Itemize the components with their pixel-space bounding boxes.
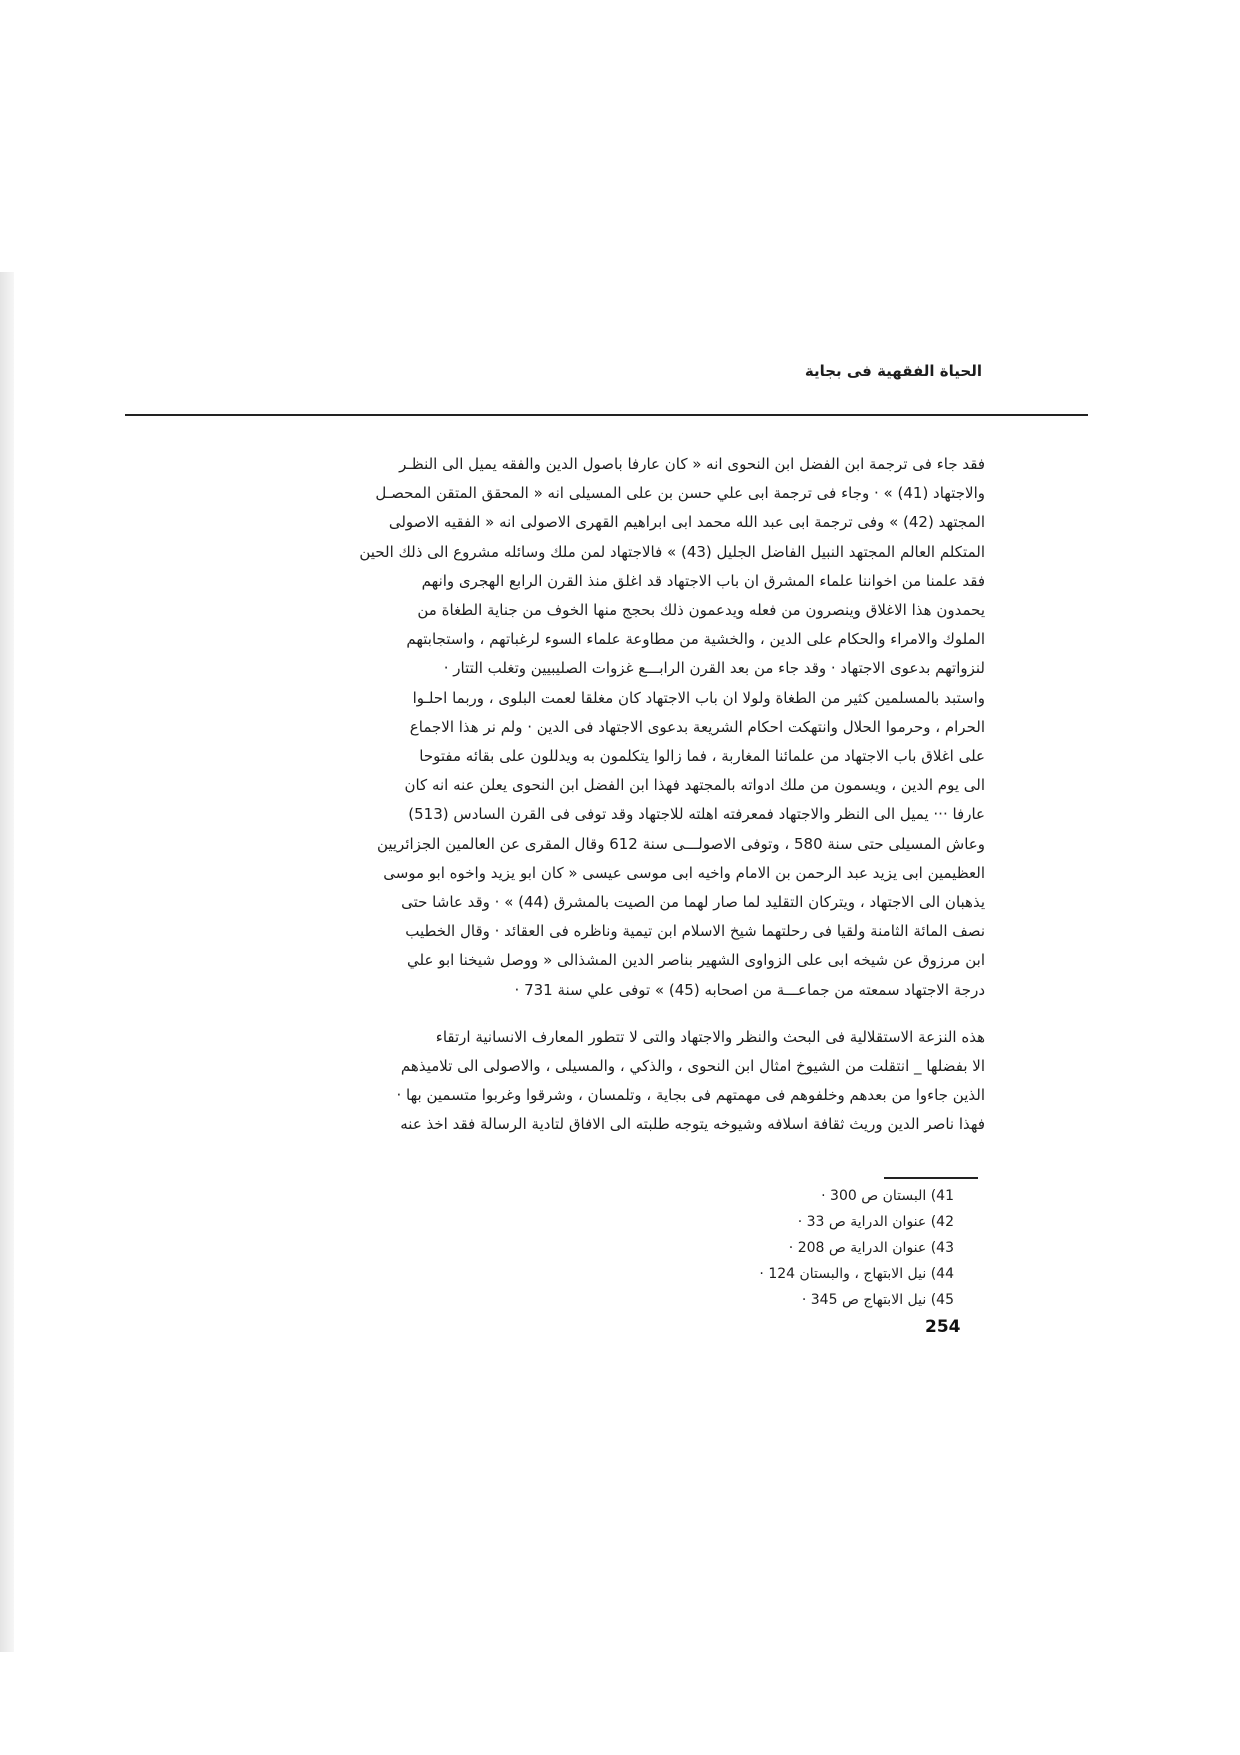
text-line: الا بفضلها _ انتقلت من الشيوخ امثال ابن النحوى ، والذكي ، والمسيلى ، والاصولى الى تلاميذهم <box>400 1057 985 1076</box>
text-line: فقد علمنا من اخواننا علماء المشرق ان باب الاجتهاد قد اغلق منذ القرن الرابع الهجرى وانهم <box>421 571 985 590</box>
paragraph-1 <box>222 450 985 1005</box>
text-line: يحمدون هذا الاغلاق وينصرون من فعله ويدعمون ذلك بحجج منها الخوف من جناية الطغاة من <box>417 601 985 620</box>
text-line: هذه النزعة الاستقلالية فى البحث والنظر والاجتهاد والتى لا تتطور المعارف الانسانية ارتقاء <box>435 1027 985 1046</box>
text-line: الملوك والامراء والحكام على الدين ، والخشية من مطاوعة علماء السوء لرغباتهم ، واستجابتهم <box>406 630 985 649</box>
text-line: المجتهد (42) » وفى ترجمة ابى عبد الله محمد ابى ابراهيم القهرى الاصولى انه « الفقيه الاصولى <box>388 513 985 532</box>
text-line: عارفا ··· يميل الى النظر والاجتهاد فمعرفته اهلته للاجتهاد وقد توفى فى القرن السادس (513) <box>408 805 985 824</box>
footnote-43: 43) عنوان الدراية ص 208 · <box>788 1240 954 1256</box>
text-line: لنزواتهم بدعوى الاجتهاد · وقد جاء من بعد القرن الرابـــع غزوات الصليبيين وتغلب التتار · <box>443 659 985 678</box>
footnotes <box>694 1183 954 1313</box>
header-rule <box>125 414 1088 416</box>
text-line: يذهبان الى الاجتهاد ، ويتركان التقليد لما صار لهما من الصيت بالمشرق (44) » · وقد عاشا حتى <box>401 893 985 912</box>
body-text <box>222 450 985 1140</box>
text-line: الذين جاءوا من بعدهم وخلفوهم فى مهمتهم فى بجاية ، وتلمسان ، وشرقوا وغربوا متسمين بها · <box>396 1086 985 1105</box>
text-line: فقد جاء فى ترجمة ابن الفضل ابن النحوى انه « كان عارفا باصول الدين والفقه يميل الى النظـر <box>399 455 985 473</box>
text-line: درجة الاجتهاد سمعته من جماعـــة من اصحابه (45) » توفى علي سنة 731 · <box>514 980 985 999</box>
footnote-rule <box>884 1177 978 1179</box>
text-line: الى يوم الدين ، ويسمون من ملك ادواته بالمجتهد فهذا ابن الفضل ابن النحوى يعلن عنه انه كان <box>404 776 985 795</box>
footnote-41: 41) البستان ص 300 · <box>821 1188 954 1204</box>
text-line: ابن مرزوق عن شيخه ابى على الزواوى الشهير بناصر الدين المشذالى « ووصل شيخنا ابو علي <box>407 951 985 970</box>
text-line: على اغلاق باب الاجتهاد من علمائنا المغاربة ، فما زالوا يتكلمون به ويدللون على بقائه مفتوحا <box>419 747 985 766</box>
text-line: فهذا ناصر الدين وريث ثقافة اسلافه وشيوخه يتوجه طلبته الى الافاق لتادية الرسالة فقد اخذ عنه <box>400 1115 985 1134</box>
footnote-44: 44) نيل الابتهاج ، والبستان 124 · <box>759 1266 954 1282</box>
text-line: واستبد بالمسلمين كثير من الطغاة ولولا ان باب الاجتهاد كان مغلقا لعمت البلوى ، وربما احلـوا <box>412 688 985 707</box>
text-line: الحرام ، وحرموا الحلال وانتهكت احكام الشريعة بدعوى الاجتهاد فى الدين · ولم نر هذا الاجماع <box>409 717 985 736</box>
footnote-42: 42) عنوان الدراية ص 33 · <box>797 1214 954 1230</box>
footnote-45: 45) نيل الابتهاج ص 345 · <box>801 1292 954 1308</box>
text-line: العظيمين ابى يزيد عبد الرحمن بن الامام واخيه ابى موسى عيسى « كان ابو يزيد واخوه ابو موسى <box>383 863 985 882</box>
page-number: 254 <box>925 1317 961 1337</box>
paragraph-2 <box>222 1023 985 1140</box>
text-line: وعاش المسيلى حتى سنة 580 ، وتوفى الاصولـــى سنة 612 وقال المقرى عن العالمين الجزائريين <box>376 834 985 853</box>
text-line: المتكلم العالم المجتهد النبيل الفاضل الجليل (43) » فالاجتهاد لمن ملك وسائله مشروع الى ذلك الحين <box>359 542 985 561</box>
running-header: الحياة الفقهية فى بجاية <box>804 362 982 380</box>
text-line: نصف المائة الثامنة ولقيا فى رحلتهما شيخ الاسلام ابن تيمية وناظره فى العقائد · وقال الخطيب <box>405 922 985 941</box>
scan-page-edge <box>0 272 14 1652</box>
text-line: والاجتهاد (41) » · وجاء فى ترجمة ابى علي حسن بن على المسيلى انه « المحقق المتقن المحصـل <box>375 484 985 503</box>
